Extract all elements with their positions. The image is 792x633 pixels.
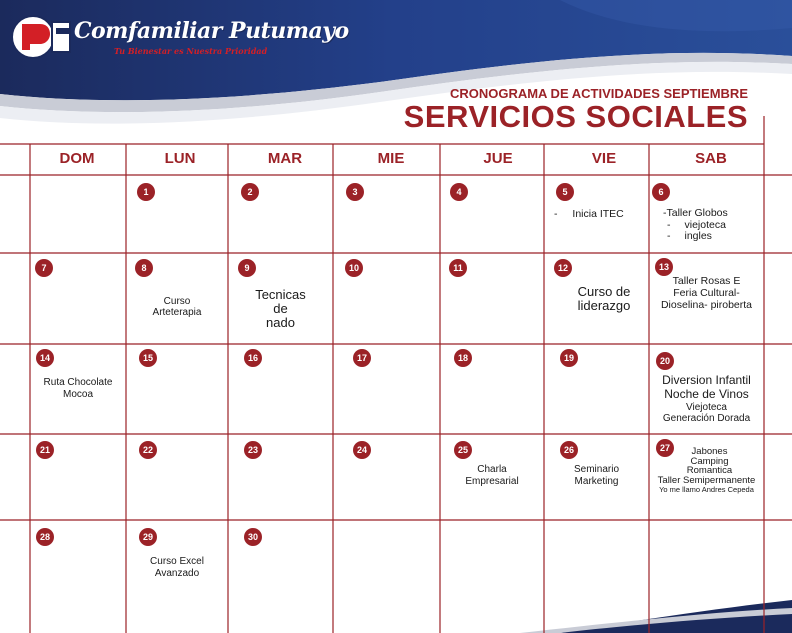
date-badge: 20 (656, 352, 674, 370)
day-header-lun: LUN (164, 150, 196, 167)
date-badge: 2 (241, 183, 259, 201)
event-line: liderazgo (577, 298, 631, 314)
event-line: Yo me llamo Andres Cepeda (659, 484, 754, 494)
date-badge: 25 (454, 441, 472, 459)
date-badge: 30 (244, 528, 262, 546)
day-header-dom: DOM (59, 150, 95, 167)
event-line: Arteterapia (152, 307, 202, 318)
date-badge: 22 (139, 441, 157, 459)
event-dash: - (667, 218, 671, 231)
date-badge: 17 (353, 349, 371, 367)
date-badge: 5 (556, 183, 574, 201)
date-badge: 13 (655, 258, 673, 276)
event-line: Mocoa (62, 388, 93, 400)
event-line: Marketing (574, 475, 619, 487)
event-dash: - (554, 208, 558, 220)
event-line: Viejoteca (686, 401, 727, 413)
event-line: Curso Excel (150, 556, 204, 567)
event-line: viejoteca (684, 218, 726, 231)
event-day-5 (554, 208, 624, 220)
event-line: Generación Dorada (662, 413, 751, 425)
date-badge: 11 (449, 259, 467, 277)
event-day-25 (440, 464, 544, 487)
date-badge: 14 (36, 349, 54, 367)
date-badge: 16 (244, 349, 262, 367)
event-day-14 (30, 377, 126, 400)
date-badge: 8 (135, 259, 153, 277)
event-line: Ruta Chocolate (43, 377, 113, 388)
day-header-sab: SAB (695, 150, 727, 167)
event-line: Seminario (573, 464, 620, 475)
event-line: Curso (163, 296, 191, 307)
event-line: Feria Cultural- (673, 286, 740, 299)
date-badge: 27 (656, 439, 674, 457)
date-badge: 9 (238, 259, 256, 277)
date-badge: 29 (139, 528, 157, 546)
date-badge: 26 (560, 441, 578, 459)
day-header-jue: JUE (483, 150, 513, 167)
page-subtitle: CRONOGRAMA DE ACTIVIDADES SEPTIEMBRE (449, 86, 748, 101)
event-line: ingles (684, 230, 712, 243)
day-header-mar: MAR (267, 150, 303, 167)
date-badge: 18 (454, 349, 472, 367)
event-line: Jabones (691, 446, 728, 457)
event-line: Taller Rosas E (672, 275, 741, 287)
brand-slogan: Tu Bienestar es Nuestra Prioridad (114, 46, 268, 56)
day-header-mie: MIE (377, 150, 405, 167)
event-day-20 (649, 374, 764, 425)
event-line: Romantica (686, 465, 733, 477)
event-line: Empresarial (465, 475, 519, 487)
event-day-13 (649, 276, 764, 311)
date-badge: 19 (560, 349, 578, 367)
date-badge: 10 (345, 259, 363, 277)
event-day-9 (228, 288, 333, 330)
date-badge: 3 (346, 183, 364, 201)
event-dash: - (667, 230, 671, 243)
event-line: de (273, 301, 288, 317)
day-header-vie: VIE (591, 150, 617, 167)
date-badge: 12 (554, 259, 572, 277)
event-line: Diversion Infantil (662, 373, 751, 387)
date-badge: 28 (36, 528, 54, 546)
event-line: Charla (477, 464, 507, 475)
date-badge: 23 (244, 441, 262, 459)
page-title: SERVICIOS SOCIALES (403, 99, 748, 134)
event-line: Noche de Vinos (664, 386, 749, 401)
event-line: Camping (690, 455, 729, 467)
event-line: Inicia ITEC (572, 208, 624, 220)
brand-name: Comfamiliar Putumayo (74, 18, 349, 44)
event-line: -Taller Globos (663, 207, 728, 219)
event-line: nado (266, 315, 295, 331)
event-line: Curso de (577, 284, 631, 299)
event-line: Taller Semipermanente (657, 475, 756, 487)
event-line: Dioselina- piroberta (660, 298, 753, 311)
event-day-26 (544, 464, 649, 487)
date-badge: 4 (450, 183, 468, 201)
date-badge: 21 (36, 441, 54, 459)
event-line: Avanzado (154, 567, 200, 579)
event-day-27 (649, 447, 764, 493)
event-line: Tecnicas (255, 287, 306, 302)
date-badge: 6 (652, 183, 670, 201)
date-badge: 15 (139, 349, 157, 367)
event-day-8 (126, 296, 228, 318)
event-day-12 (550, 285, 658, 313)
event-day-6 (663, 208, 728, 243)
date-badge: 7 (35, 259, 53, 277)
date-badge: 1 (137, 183, 155, 201)
event-day-29 (126, 556, 228, 579)
date-badge: 24 (353, 441, 371, 459)
